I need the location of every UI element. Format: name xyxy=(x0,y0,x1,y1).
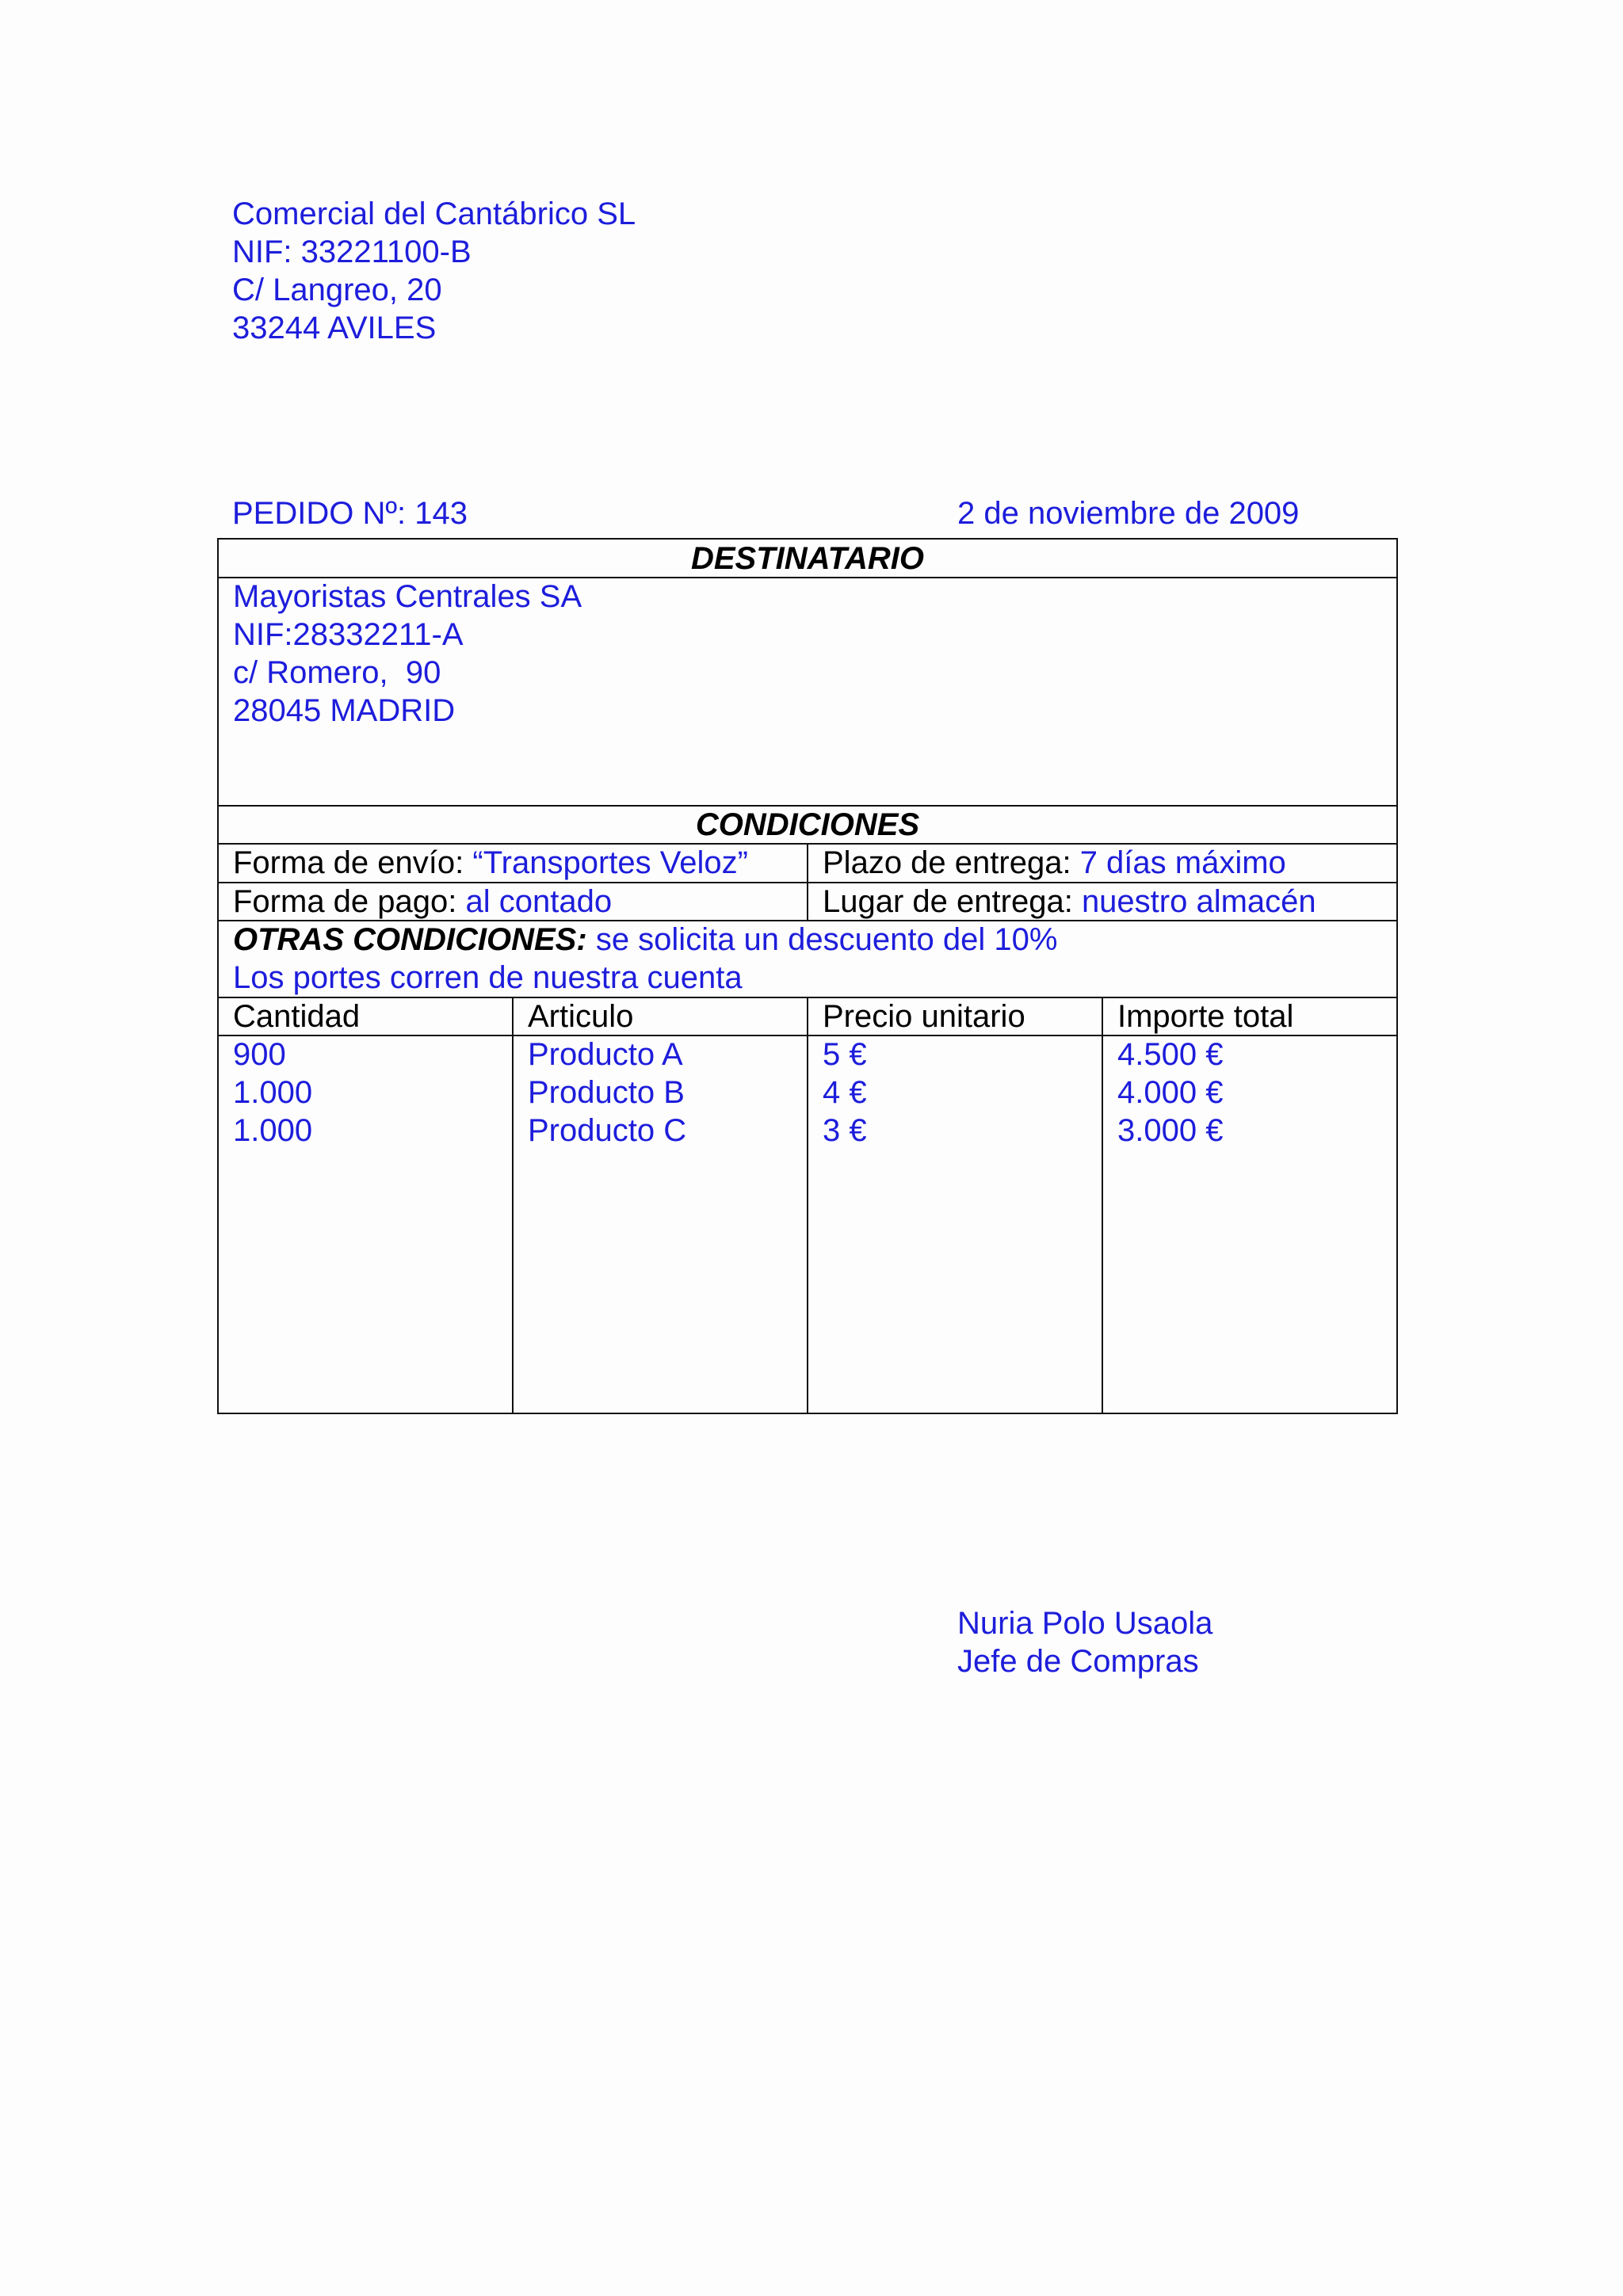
table-row-article: Producto C xyxy=(528,1113,687,1148)
delivery-place-value: nuestro almacén xyxy=(1081,884,1316,919)
other-conditions-line1: se solicita un descuento del 10% xyxy=(595,922,1058,957)
table-row-total: 4.000 € xyxy=(1117,1075,1224,1110)
table-row-article: Producto A xyxy=(528,1037,683,1072)
column-header-quantity: Cantidad xyxy=(233,999,361,1034)
other-conditions-line2: Los portes corren de nuestra cuenta xyxy=(233,960,743,995)
order-number: PEDIDO Nº: 143 xyxy=(232,496,468,531)
payment-label: Forma de pago: xyxy=(233,884,457,919)
column-header-total: Importe total xyxy=(1117,999,1294,1034)
table-row-quantity: 900 xyxy=(233,1037,286,1072)
shipping-label: Forma de envío: xyxy=(233,845,464,880)
table-row-total: 4.500 € xyxy=(1117,1037,1224,1072)
signature-title: Jefe de Compras xyxy=(957,1644,1199,1679)
table-row-unit-price: 4 € xyxy=(823,1075,867,1110)
shipping-value: “Transportes Veloz” xyxy=(472,845,748,880)
order-date: 2 de noviembre de 2009 xyxy=(957,496,1300,531)
article-column xyxy=(528,1035,686,1150)
shipping-method xyxy=(233,844,748,882)
recipient-name: Mayoristas Centrales SA xyxy=(233,579,582,614)
sender-company: Comercial del Cantábrico SL xyxy=(232,196,636,231)
unit-price-column xyxy=(823,1035,867,1150)
recipient-address: c/ Romero, 90 xyxy=(233,655,441,690)
total-column xyxy=(1117,1035,1223,1150)
table-row-quantity: 1.000 xyxy=(233,1113,313,1148)
table-row-unit-price: 5 € xyxy=(823,1037,867,1072)
items-divider-1 xyxy=(512,997,514,1414)
signature-block xyxy=(957,1604,1212,1680)
signature-name: Nuria Polo Usaola xyxy=(957,1606,1213,1641)
column-header-article: Articulo xyxy=(528,999,634,1034)
items-divider-2 xyxy=(807,997,808,1414)
table-row-quantity: 1.000 xyxy=(233,1075,313,1110)
sender-city: 33244 AVILES xyxy=(232,311,437,345)
other-conditions-label: OTRAS CONDICIONES: xyxy=(233,922,587,957)
table-row-article: Producto B xyxy=(528,1075,685,1110)
delivery-time xyxy=(823,844,1286,882)
sender-address: C/ Langreo, 20 xyxy=(232,273,442,307)
table-row-total: 3.000 € xyxy=(1117,1113,1224,1148)
delivery-place xyxy=(823,883,1316,921)
table-row-unit-price: 3 € xyxy=(823,1113,867,1148)
recipient-city: 28045 MADRID xyxy=(233,693,456,728)
recipient-nif: NIF:28332211-A xyxy=(233,617,464,652)
sender-block xyxy=(232,195,636,347)
conditions-divider xyxy=(807,844,808,921)
other-conditions xyxy=(233,921,1057,997)
recipient-header: DESTINATARIO xyxy=(690,541,925,576)
column-header-unit-price: Precio unitario xyxy=(823,999,1025,1034)
payment-method xyxy=(233,883,612,921)
sender-nif: NIF: 33221100-B xyxy=(232,235,472,269)
items-divider-3 xyxy=(1102,997,1103,1414)
order-form-table xyxy=(217,538,1398,1414)
delivery-time-label: Plazo de entrega: xyxy=(823,845,1071,880)
payment-value: al contado xyxy=(465,884,613,919)
delivery-place-label: Lugar de entrega: xyxy=(823,884,1073,919)
recipient-block xyxy=(233,578,582,730)
quantity-column xyxy=(233,1035,312,1150)
delivery-time-value: 7 días máximo xyxy=(1079,845,1286,880)
conditions-header: CONDICIONES xyxy=(695,807,920,842)
